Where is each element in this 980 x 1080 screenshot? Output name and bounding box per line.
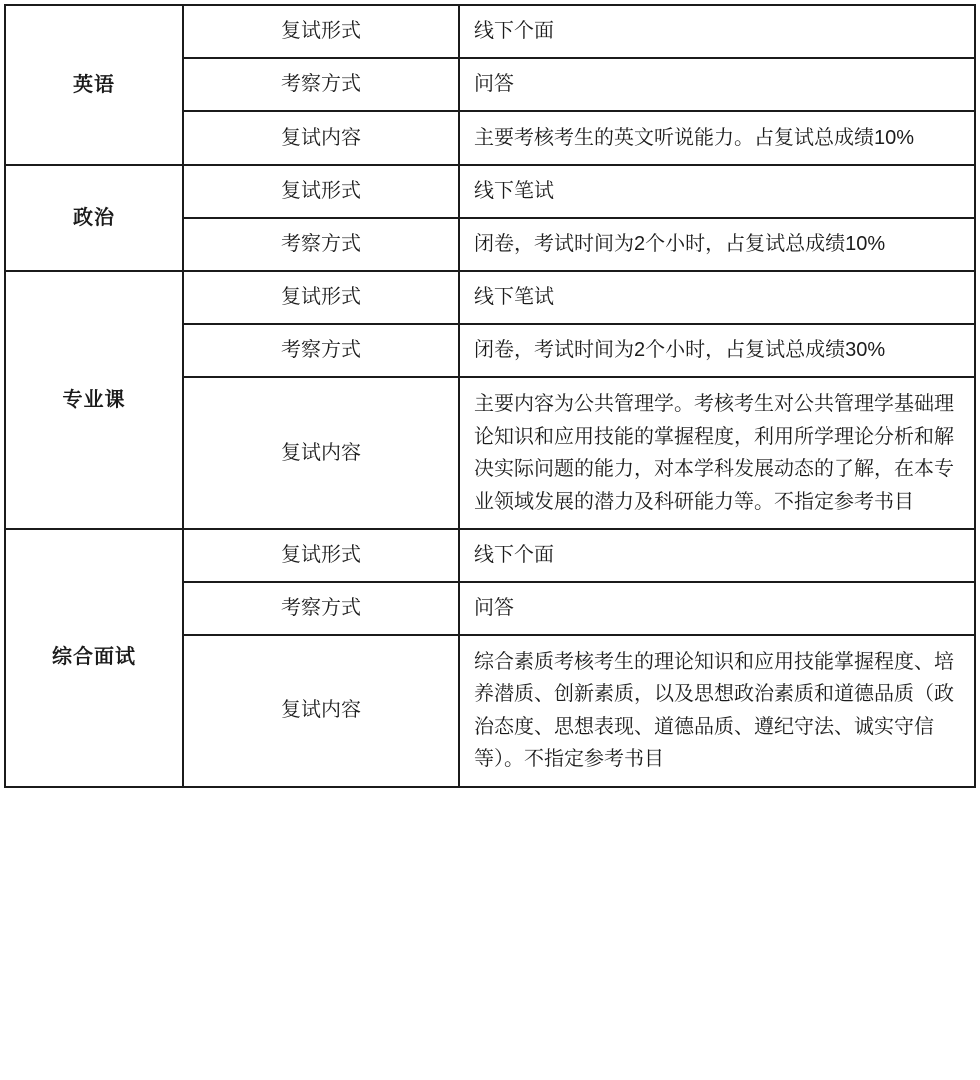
field-cell: 复试内容 (183, 377, 459, 529)
field-cell: 考察方式 (183, 324, 459, 377)
value-cell: 主要考核考生的英文听说能力。占复试总成绩10% (459, 111, 975, 165)
field-cell: 复试内容 (183, 635, 459, 787)
value-cell: 闭卷，考试时间为2个小时，占复试总成绩30% (459, 324, 975, 377)
field-cell: 复试内容 (183, 111, 459, 165)
subject-cell-politics: 政治 (5, 165, 183, 271)
field-cell: 复试形式 (183, 165, 459, 218)
value-cell: 主要内容为公共管理学。考核考生对公共管理学基础理论知识和应用技能的掌握程度，利用所学理论分析和解决实际问题的能力，对本学科发展动态的了解，在本专业领域发展的潜力及科研能力等。不指定参考书目 (459, 377, 975, 529)
field-cell: 复试形式 (183, 529, 459, 582)
field-cell: 考察方式 (183, 218, 459, 271)
value-cell: 线下笔试 (459, 271, 975, 324)
value-cell: 线下个面 (459, 5, 975, 58)
field-cell: 复试形式 (183, 5, 459, 58)
subject-cell-interview: 综合面试 (5, 529, 183, 787)
table-row (5, 529, 975, 582)
value-cell: 问答 (459, 582, 975, 635)
value-cell: 问答 (459, 58, 975, 111)
value-cell: 综合素质考核考生的理论知识和应用技能掌握程度、培养潜质、创新素质，以及思想政治素质和道德品质（政治态度、思想表现、道德品质、遵纪守法、诚实守信等）。不指定参考书目 (459, 635, 975, 787)
table-row (5, 5, 975, 58)
value-cell: 闭卷，考试时间为2个小时，占复试总成绩10% (459, 218, 975, 271)
value-cell: 线下笔试 (459, 165, 975, 218)
table-row (5, 271, 975, 324)
value-cell: 线下个面 (459, 529, 975, 582)
field-cell: 复试形式 (183, 271, 459, 324)
subject-cell-english: 英语 (5, 5, 183, 165)
subject-cell-major: 专业课 (5, 271, 183, 529)
field-cell: 考察方式 (183, 58, 459, 111)
table-row (5, 165, 975, 218)
retest-arrangement-table (4, 4, 976, 788)
field-cell: 考察方式 (183, 582, 459, 635)
